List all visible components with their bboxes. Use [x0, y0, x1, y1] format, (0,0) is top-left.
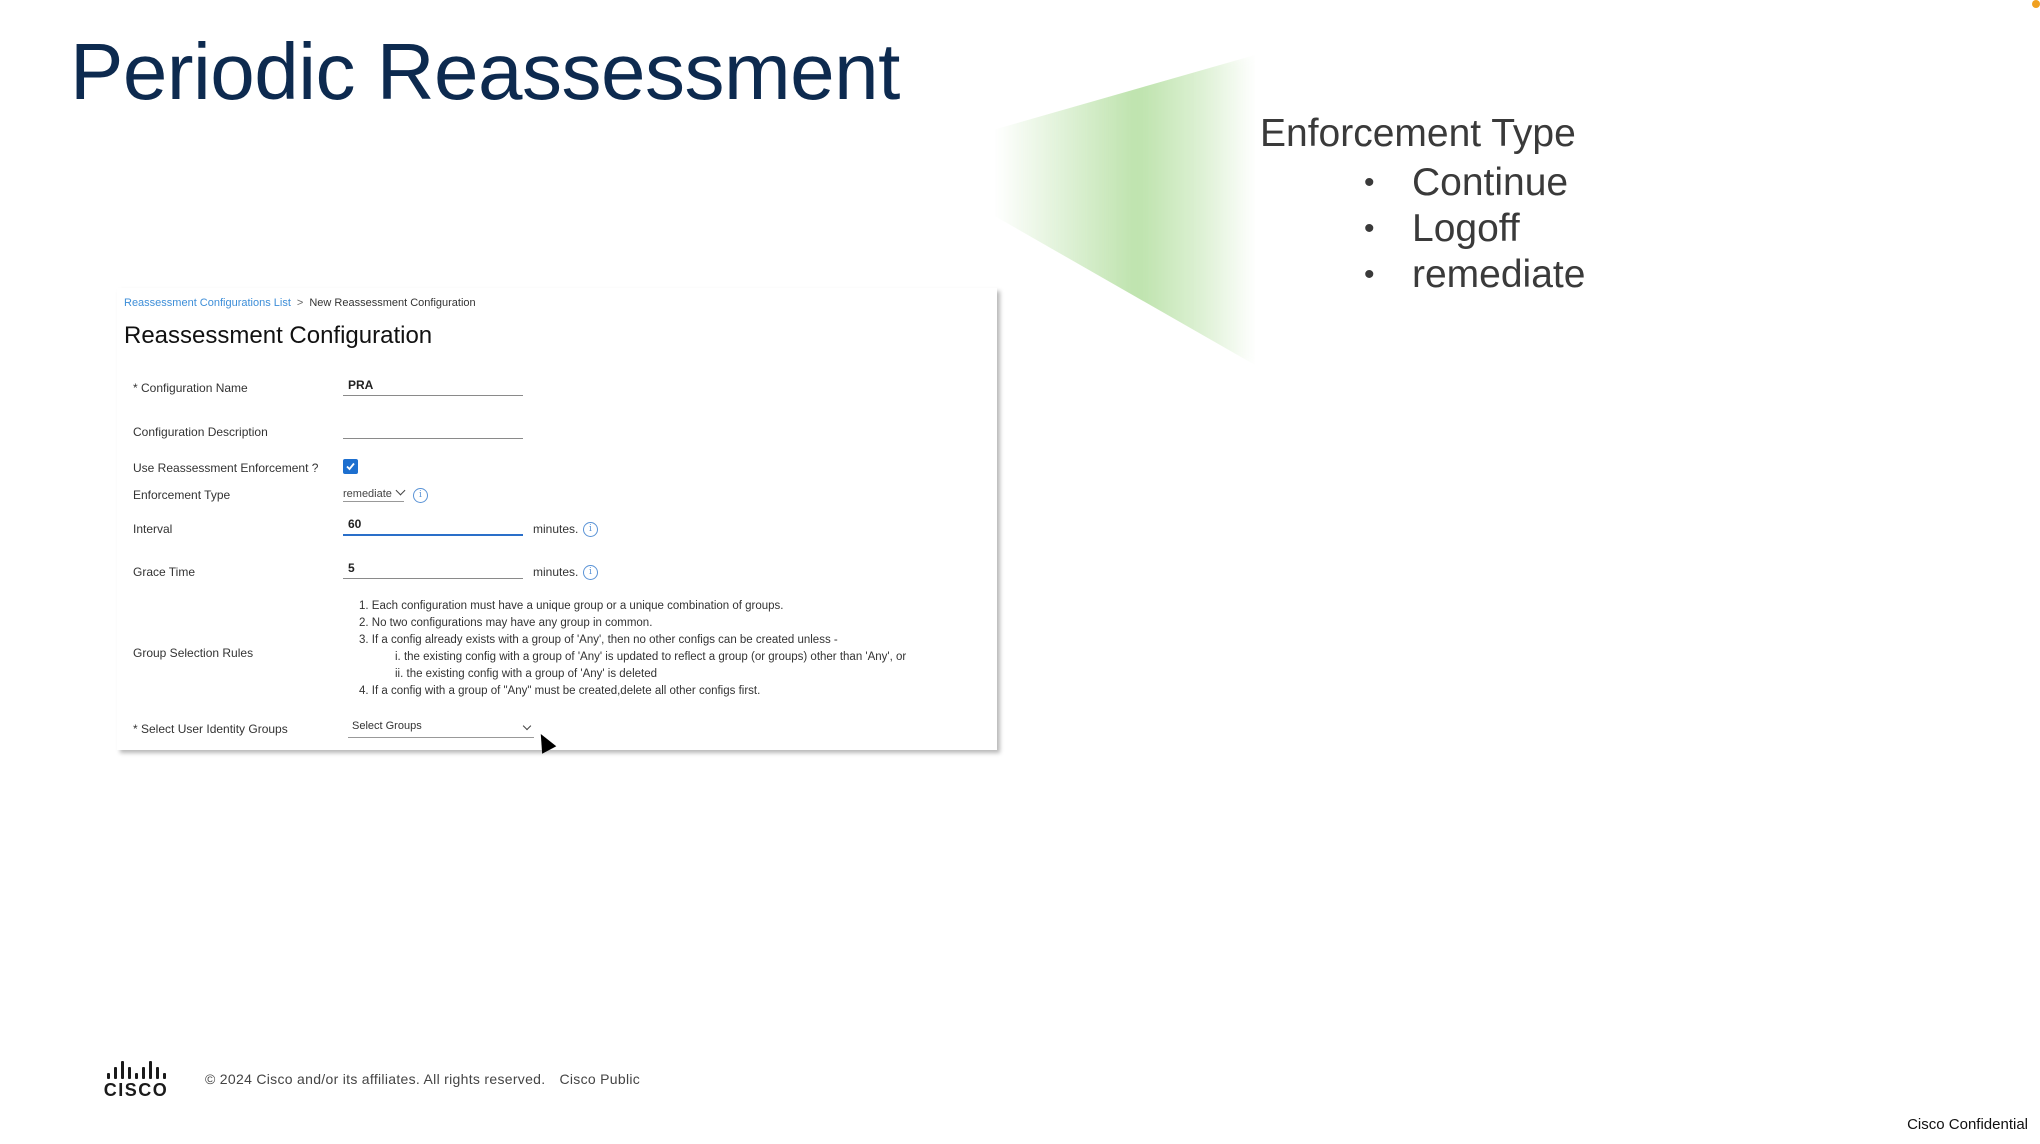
chevron-down-icon [395, 486, 405, 496]
interval-label: Interval [133, 522, 173, 536]
config-description-input[interactable] [343, 417, 523, 439]
grace-time-label: Grace Time [133, 565, 196, 579]
rule-item: 3. If a config already exists with a group of 'Any', then no other configs can be created unless - [359, 634, 838, 646]
slide-title: Periodic Reassessment [70, 27, 900, 116]
config-name-label: * Configuration Name [133, 381, 248, 395]
rule-subitem: i. the existing config with a group of 'Any' is updated to reflect a group (or groups) other than 'Any', or [395, 651, 907, 663]
info-icon[interactable]: i [583, 565, 598, 580]
interval-input[interactable] [343, 514, 523, 536]
recording-indicator-icon [2032, 0, 2040, 8]
confidential-label: Cisco Confidential [1907, 1116, 2028, 1133]
cisco-logo [100, 1059, 172, 1101]
bullet-icon: • [1364, 212, 1375, 245]
grace-time-input[interactable] [343, 557, 523, 579]
breadcrumb-separator: > [296, 297, 304, 309]
enforcement-item: • Continue [1364, 161, 1569, 204]
identity-groups-label: * Select User Identity Groups [133, 722, 288, 736]
config-name-input[interactable] [343, 374, 523, 396]
use-enforcement-checkbox[interactable] [343, 459, 358, 474]
rule-item: 2. No two configurations may have any group in common. [359, 617, 653, 629]
identity-groups-select[interactable] [348, 720, 534, 738]
interval-unit: minutes. [533, 522, 579, 536]
copyright-notice: © 2024 Cisco and/or its affiliates. All rights reserved. [205, 1071, 546, 1087]
enforcement-type-list [1260, 160, 1585, 298]
info-icon[interactable]: i [583, 522, 598, 537]
identity-groups-placeholder: Select Groups [352, 720, 422, 732]
checkmark-icon [345, 461, 356, 472]
reassessment-config-panel [117, 288, 997, 750]
enforcement-type-label: Enforcement Type [133, 488, 231, 502]
group-rules-list [359, 598, 906, 700]
chevron-down-icon [523, 722, 531, 730]
config-title: Reassessment Configuration [124, 322, 433, 349]
enforcement-type-value: remediate [343, 488, 392, 500]
cisco-logo-bars-icon [100, 1059, 172, 1079]
use-enforcement-label: Use Reassessment Enforcement ? [133, 461, 319, 475]
config-description-label: Configuration Description [133, 425, 268, 439]
enforcement-type-select[interactable] [343, 488, 404, 502]
info-icon[interactable]: i [413, 488, 428, 503]
copyright-text [205, 1071, 640, 1087]
rule-subitem: ii. the existing config with a group of 'Any' is deleted [395, 668, 658, 680]
enforcement-type-heading: Enforcement Type [1260, 112, 1576, 155]
group-rules-label: Group Selection Rules [133, 646, 254, 660]
breadcrumb-current: New Reassessment Configuration [309, 297, 476, 309]
rule-item: 4. If a config with a group of "Any" must be created,delete all other configs first. [359, 685, 761, 697]
rule-item: 1. Each configuration must have a unique group or a unique combination of groups. [359, 600, 784, 612]
classification-label: Cisco Public [559, 1071, 641, 1087]
breadcrumb-link-config-list[interactable]: Reassessment Configurations List [124, 297, 291, 309]
breadcrumb [124, 297, 476, 309]
enforcement-item: • Logoff [1364, 207, 1520, 250]
enforcement-type-box [1260, 112, 1585, 298]
grace-time-unit: minutes. [533, 565, 579, 579]
cisco-logo-text: CISCO [103, 1080, 169, 1100]
decorative-green-wedge [995, 55, 1255, 365]
bullet-icon: • [1364, 258, 1375, 291]
bullet-icon: • [1364, 166, 1375, 199]
enforcement-item: • remediate [1364, 253, 1586, 296]
